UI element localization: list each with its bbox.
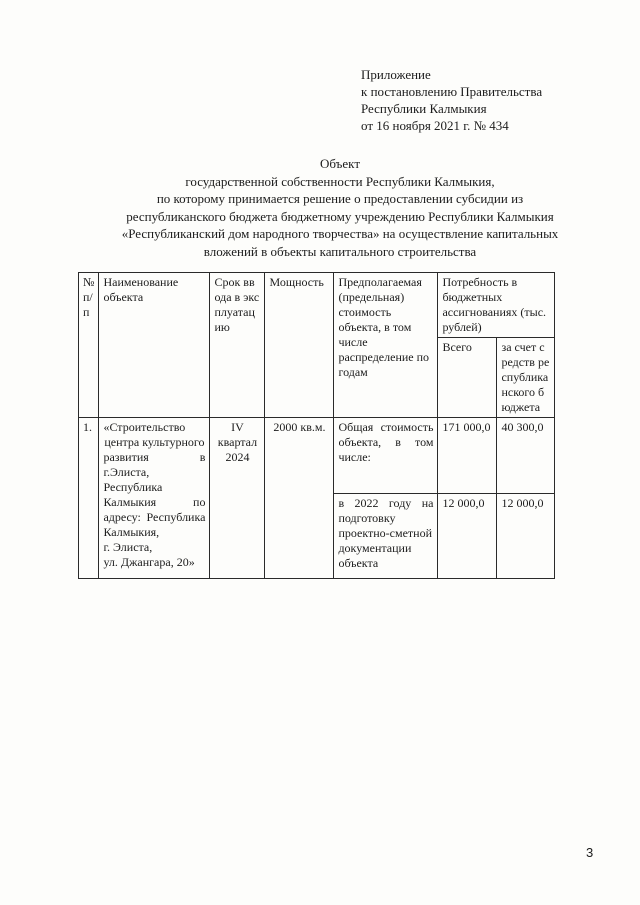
- title-line: «Республиканский дом народного творчества» на осуществление капитальных: [121, 226, 559, 241]
- name-line: г.Элиста,: [103, 465, 150, 479]
- row-num: 1.: [79, 418, 99, 579]
- table-row: [79, 418, 555, 494]
- row-power: 2000 кв.м.: [265, 418, 334, 579]
- header-name: Наименование объекта: [99, 273, 210, 418]
- name-line: «Строительство: [103, 420, 186, 434]
- name-line: Калмыкия,: [103, 525, 160, 539]
- name-line: центра культурного: [104, 435, 205, 449]
- row-sub-republic: 12 000,0: [497, 494, 555, 579]
- row-term: IV квартал 2024: [210, 418, 265, 579]
- title-line: по которому принимается решение о предоставлении субсидии из: [156, 191, 524, 206]
- annex-line: от 16 ноября 2021 г. № 434: [361, 118, 509, 133]
- row-sub-label: в 2022 году на подготовку проектно-сметной документации объекта: [334, 494, 438, 579]
- title-line: республиканского бюджета бюджетному учреждению Республики Калмыкия: [126, 208, 554, 224]
- header-num: № п/п: [79, 273, 99, 418]
- header-term: Срок ввода в эксплуатацию: [210, 273, 265, 418]
- document-title: [60, 155, 620, 260]
- row-sub-total: 12 000,0: [438, 494, 497, 579]
- row-name: [99, 418, 210, 579]
- row-cost-label: Общая стоимость объекта, в том числе:: [334, 418, 438, 494]
- annex-line: к постановлению Правительства: [361, 84, 543, 99]
- header-total: Всего: [438, 338, 497, 418]
- header-cost: Предполагаемая (предельная) стоимость объекта, в том числе распределение по годам: [334, 273, 438, 418]
- header-need: Потребность в бюджетных ассигнованиях (тыс. рублей): [438, 273, 555, 338]
- header-republic: за счет средств республиканского бюджета: [497, 338, 555, 418]
- title-line: государственной собственности Республики Калмыкия,: [185, 173, 495, 189]
- name-line: развития в: [103, 450, 206, 464]
- annex-line: Приложение: [361, 67, 431, 82]
- name-line: ул. Джангара, 20»: [103, 555, 195, 569]
- title-line: вложений в объекты капитального строительства: [203, 243, 477, 259]
- title-line: Объект: [320, 156, 360, 171]
- annex-block: [361, 66, 542, 134]
- annex-line: Республики Калмыкия: [361, 101, 487, 116]
- name-line: Калмыкия по: [103, 495, 206, 509]
- name-line: г. Элиста,: [103, 540, 153, 554]
- name-line: Республика: [103, 480, 163, 494]
- object-table: [78, 272, 555, 579]
- header-power: Мощность: [265, 273, 334, 418]
- row-total: 171 000,0: [438, 418, 497, 494]
- row-republic: 40 300,0: [497, 418, 555, 494]
- table-header-row: [79, 273, 555, 338]
- name-line: адресу: Республика: [103, 510, 206, 524]
- page-number: 3: [586, 845, 594, 860]
